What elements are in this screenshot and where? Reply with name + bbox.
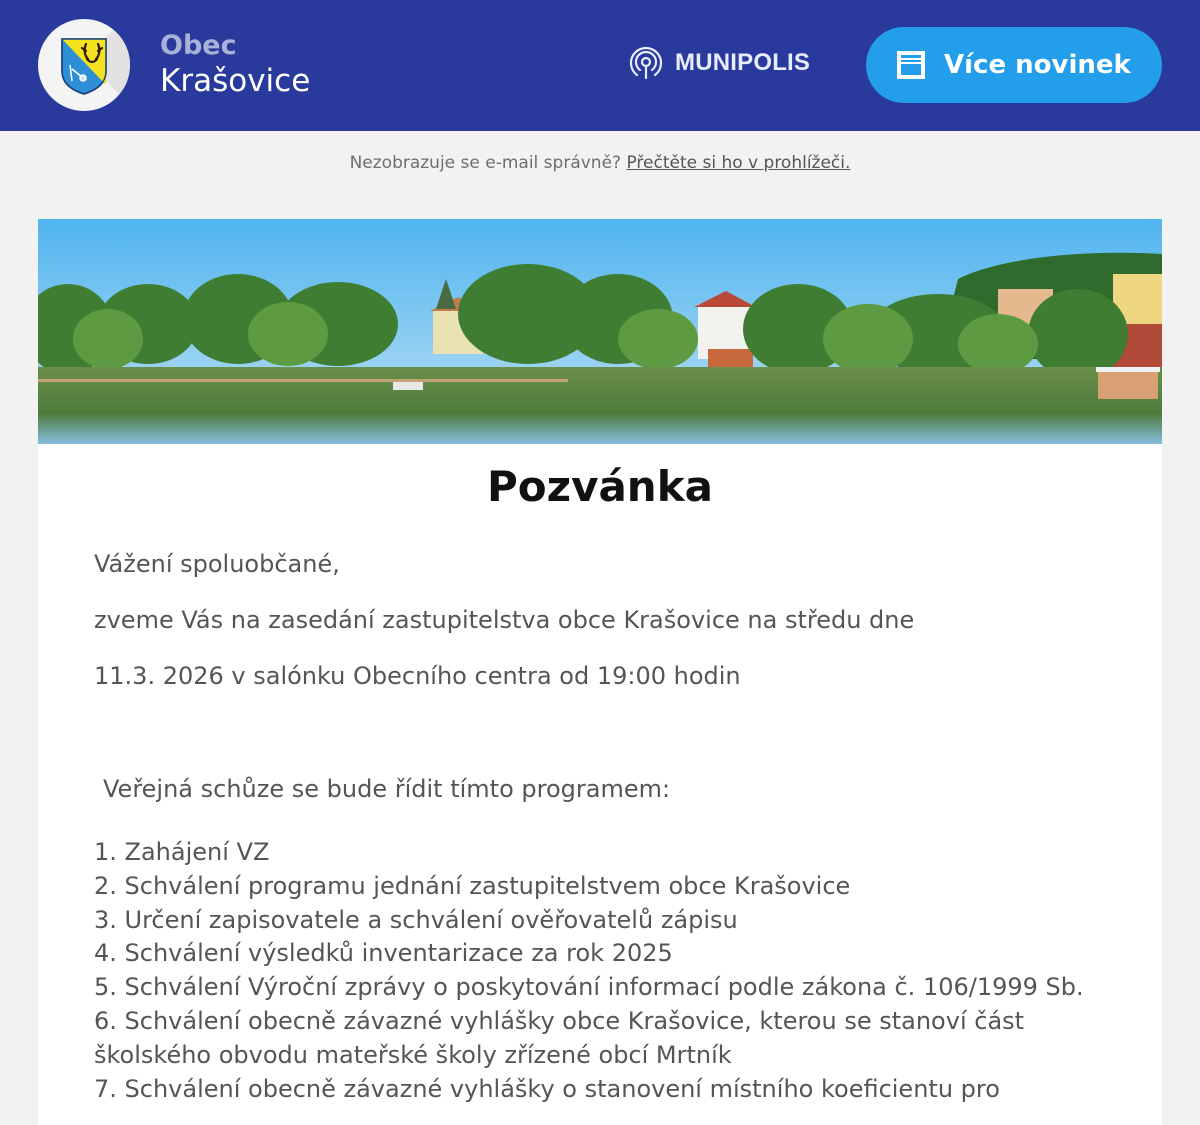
greeting: Vážení spoluobčané, xyxy=(94,550,340,578)
agenda-item: 3. Určení zapisovatele a schválení ověřovatelů zápisu xyxy=(94,905,738,934)
lake-landscape-illustration xyxy=(38,219,1162,444)
broadcast-icon xyxy=(627,44,665,82)
more-news-label: Více novinek xyxy=(944,50,1131,80)
preheader-text: Nezobrazuje se e-mail správně? xyxy=(349,153,622,173)
program-intro: Veřejná schůze se bude řídit tímto programem: xyxy=(103,775,671,803)
agenda-item: 4. Schválení výsledků inventarizace za rok 2025 xyxy=(94,939,673,968)
hero-image xyxy=(38,219,1162,444)
newspaper-icon xyxy=(896,50,926,80)
coat-of-arms-icon xyxy=(60,37,108,95)
agenda-list xyxy=(94,836,1106,1106)
article-body xyxy=(38,550,1162,1106)
invitation-line-2: 11.3. 2026 v salónku Obecního centra od 19:00 hodin xyxy=(94,662,741,690)
preheader xyxy=(0,131,1200,219)
more-news-button[interactable] xyxy=(866,27,1162,103)
munipolis-label: MUNIPOLIS xyxy=(675,49,811,76)
brand xyxy=(160,30,310,100)
view-in-browser-link[interactable]: Přečtěte si ho v prohlížeči. xyxy=(626,153,851,173)
article-title: Pozvánka xyxy=(487,462,713,511)
invitation-line-1: zveme Vás na zasedání zastupitelstva obce Krašovice na středu dne xyxy=(94,606,915,634)
agenda-item: 6. Schválení obecně závazné vyhlášky obce Krašovice, kterou se stanoví část školského obvodu mateřské školy zřízené obcí Mrtník xyxy=(94,1006,1025,1069)
org-name: Krašovice xyxy=(160,63,311,99)
article-card xyxy=(38,219,1162,1125)
munipolis-logo[interactable] xyxy=(627,44,810,82)
agenda-item: 2. Schválení programu jednání zastupitelstvem obce Krašovice xyxy=(94,871,851,900)
agenda-item: 5. Schválení Výroční zprávy o poskytování informací podle zákona č. 106/1999 Sb. xyxy=(94,973,1084,1002)
agenda-item: 1. Zahájení VZ xyxy=(94,838,270,866)
municipality-logo[interactable] xyxy=(38,19,130,111)
email-header xyxy=(0,0,1200,131)
org-prefix: Obec xyxy=(160,30,237,61)
agenda-item: 7. Schválení obecně závazné vyhlášky o stanovení místního koeficientu pro xyxy=(94,1074,1000,1103)
